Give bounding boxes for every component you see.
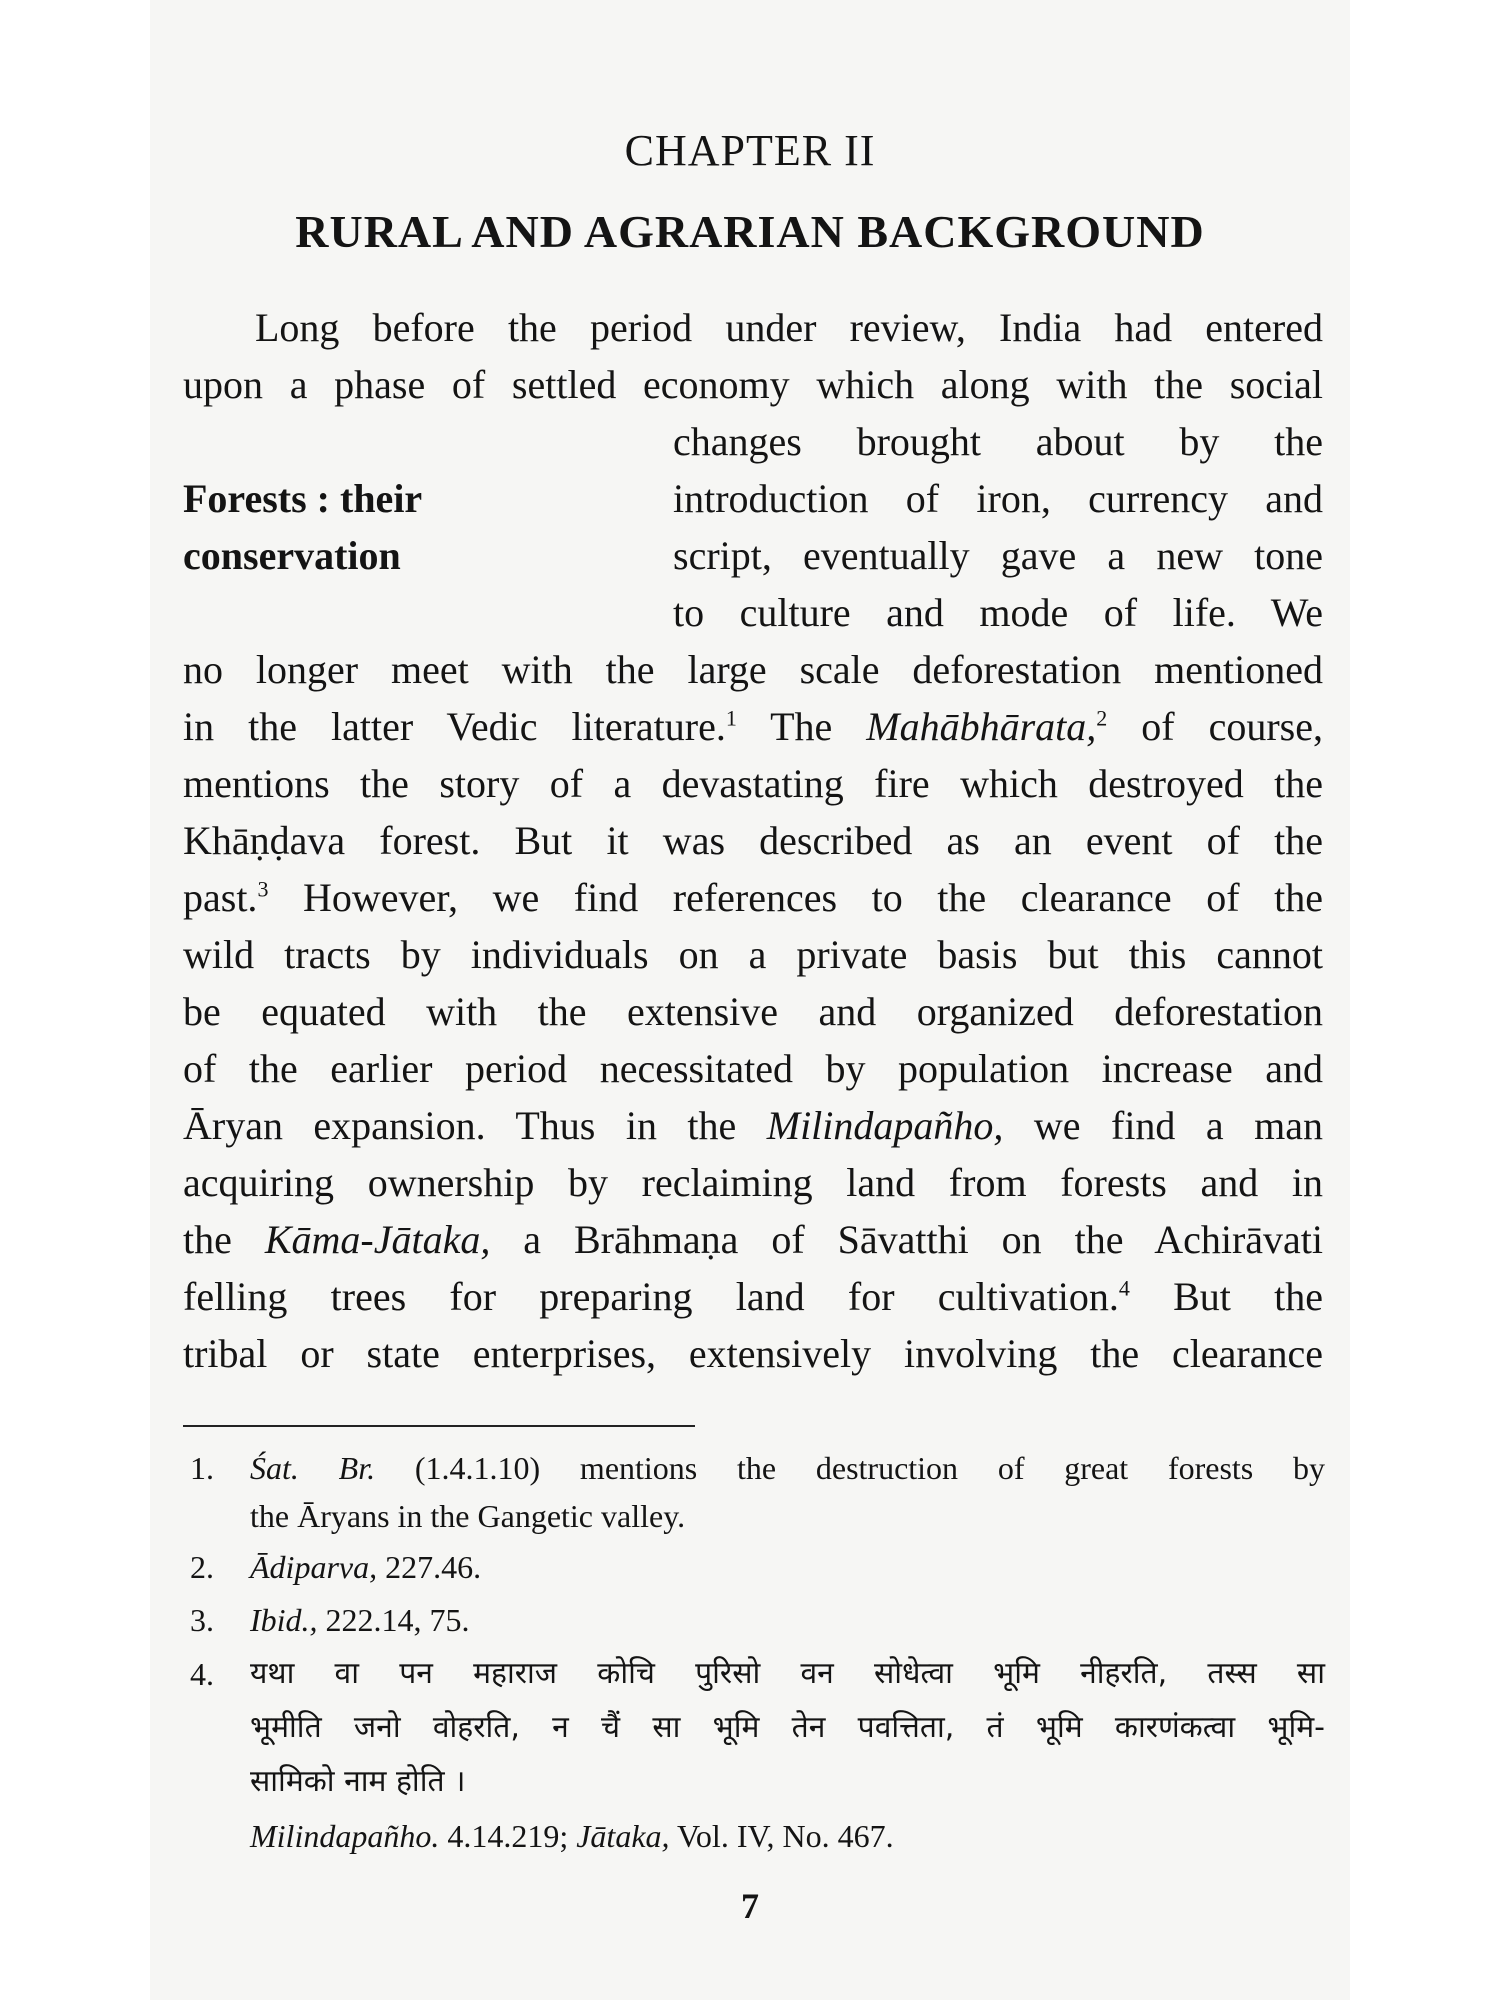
page-number: 7 [741, 1886, 759, 1926]
footnote-number: 3. [190, 1602, 214, 1638]
body-line [183, 1271, 1323, 1323]
body-line: wild tracts by individuals on a private basis but this cannot [183, 932, 1323, 977]
footnote-text: Śat. Br. [250, 1450, 376, 1486]
footnote-ref-2: 2 [1096, 705, 1108, 731]
footnote-text: Ibid., [250, 1602, 318, 1638]
footnote-4-devanagari-line: सामिको नाम होति । [250, 1764, 466, 1799]
body-line: to culture and mode of life. We [673, 590, 1323, 635]
footnote-text: Ādiparva, [250, 1549, 378, 1585]
footnote-ref-1: 1 [725, 705, 737, 731]
footnote-4-citation [250, 1814, 1325, 1858]
body-line: changes brought about by the [673, 419, 1323, 464]
footnote-number: 4. [190, 1656, 214, 1692]
body-line: be equated with the extensive and organized deforestation [183, 989, 1323, 1034]
footnote-4-devanagari-line: यथा वा पन महाराज कोचि पुरिसो वन सोधेत्वा भूमि नीहरति, तस्स सा [250, 1656, 1325, 1691]
footnote-2 [250, 1545, 1325, 1589]
footnote-3 [250, 1598, 1325, 1642]
body-line [183, 701, 1323, 753]
body-text: we find a man [1003, 1103, 1323, 1148]
body-line: mentions the story of a devastating fire which destroyed the [183, 761, 1323, 806]
body-text: past. [183, 875, 258, 920]
body-line: acquiring ownership by reclaiming land from forests and in [183, 1160, 1323, 1205]
body-text: The [736, 704, 867, 749]
footnote-text: (1.4.1.10) mentions the destruction of great forests by [375, 1450, 1326, 1486]
body-line: Long before the period under review, India had entered [255, 305, 1323, 350]
body-text: Āryan expansion. Thus in the [183, 1103, 767, 1148]
footnote-text: 227.46. [377, 1549, 482, 1585]
body-line: introduction of iron, currency and [673, 476, 1323, 521]
footnote-number: 2. [190, 1549, 214, 1585]
footnote-4-devanagari-line: भूमीति जनो वोहरति, न चैं सा भूमि तेन पवत्तिता, तं भूमि कारणंकत्वा भूमि- [250, 1710, 1325, 1745]
footnote-1-cont: the Āryans in the Gangetic valley. [250, 1498, 686, 1534]
footnote-text: 4.14.219; [439, 1818, 577, 1854]
side-heading-line-2: conservation [183, 533, 401, 578]
body-text: But the [1129, 1274, 1323, 1319]
body-line: no longer meet with the large scale deforestation mentioned [183, 647, 1323, 692]
footnote-divider [183, 1425, 695, 1427]
body-text: felling trees for preparing land for cultivation. [183, 1274, 1119, 1319]
chapter-label: CHAPTER II [624, 126, 876, 175]
footnote-text: Milindapañho. [250, 1818, 440, 1854]
body-line [183, 872, 1323, 924]
footnote-1 [250, 1446, 1325, 1490]
body-text: of course, [1107, 704, 1323, 749]
work-title-mahabharata: Mahābhārata, [866, 704, 1097, 749]
body-text: the [183, 1217, 265, 1262]
footnote-ref-3: 3 [257, 876, 269, 902]
side-heading-line-1: Forests : their [183, 476, 423, 521]
work-title-kama-jataka: Kāma-Jātaka, [264, 1217, 491, 1262]
body-line [183, 1100, 1323, 1152]
body-line: Khāṇḍava forest. But it was described as an event of the [183, 818, 1323, 863]
footnote-text: Vol. IV, No. 467. [669, 1818, 894, 1854]
footnote-text: Jātaka, [576, 1818, 670, 1854]
book-page [150, 0, 1350, 2000]
body-text: However, we find references to the clearance of the [268, 875, 1323, 920]
footnote-number: 1. [190, 1450, 214, 1486]
body-line: upon a phase of settled economy which along with the social [183, 362, 1323, 407]
footnote-text: 222.14, 75. [317, 1602, 470, 1638]
body-text: in the latter Vedic literature. [183, 704, 726, 749]
work-title-milindapanho: Milindapañho, [766, 1103, 1004, 1148]
body-line: of the earlier period necessitated by population increase and [183, 1046, 1323, 1091]
body-line: script, eventually gave a new tone [673, 533, 1323, 578]
footnote-ref-4: 4 [1118, 1275, 1130, 1301]
body-line: tribal or state enterprises, extensively involving the clearance [183, 1331, 1323, 1376]
body-text: a Brāhmaṇa of Sāvatthi on the Achirāvati [490, 1217, 1323, 1262]
body-line [183, 1214, 1323, 1266]
chapter-title: RURAL AND AGRARIAN BACKGROUND [295, 206, 1205, 257]
